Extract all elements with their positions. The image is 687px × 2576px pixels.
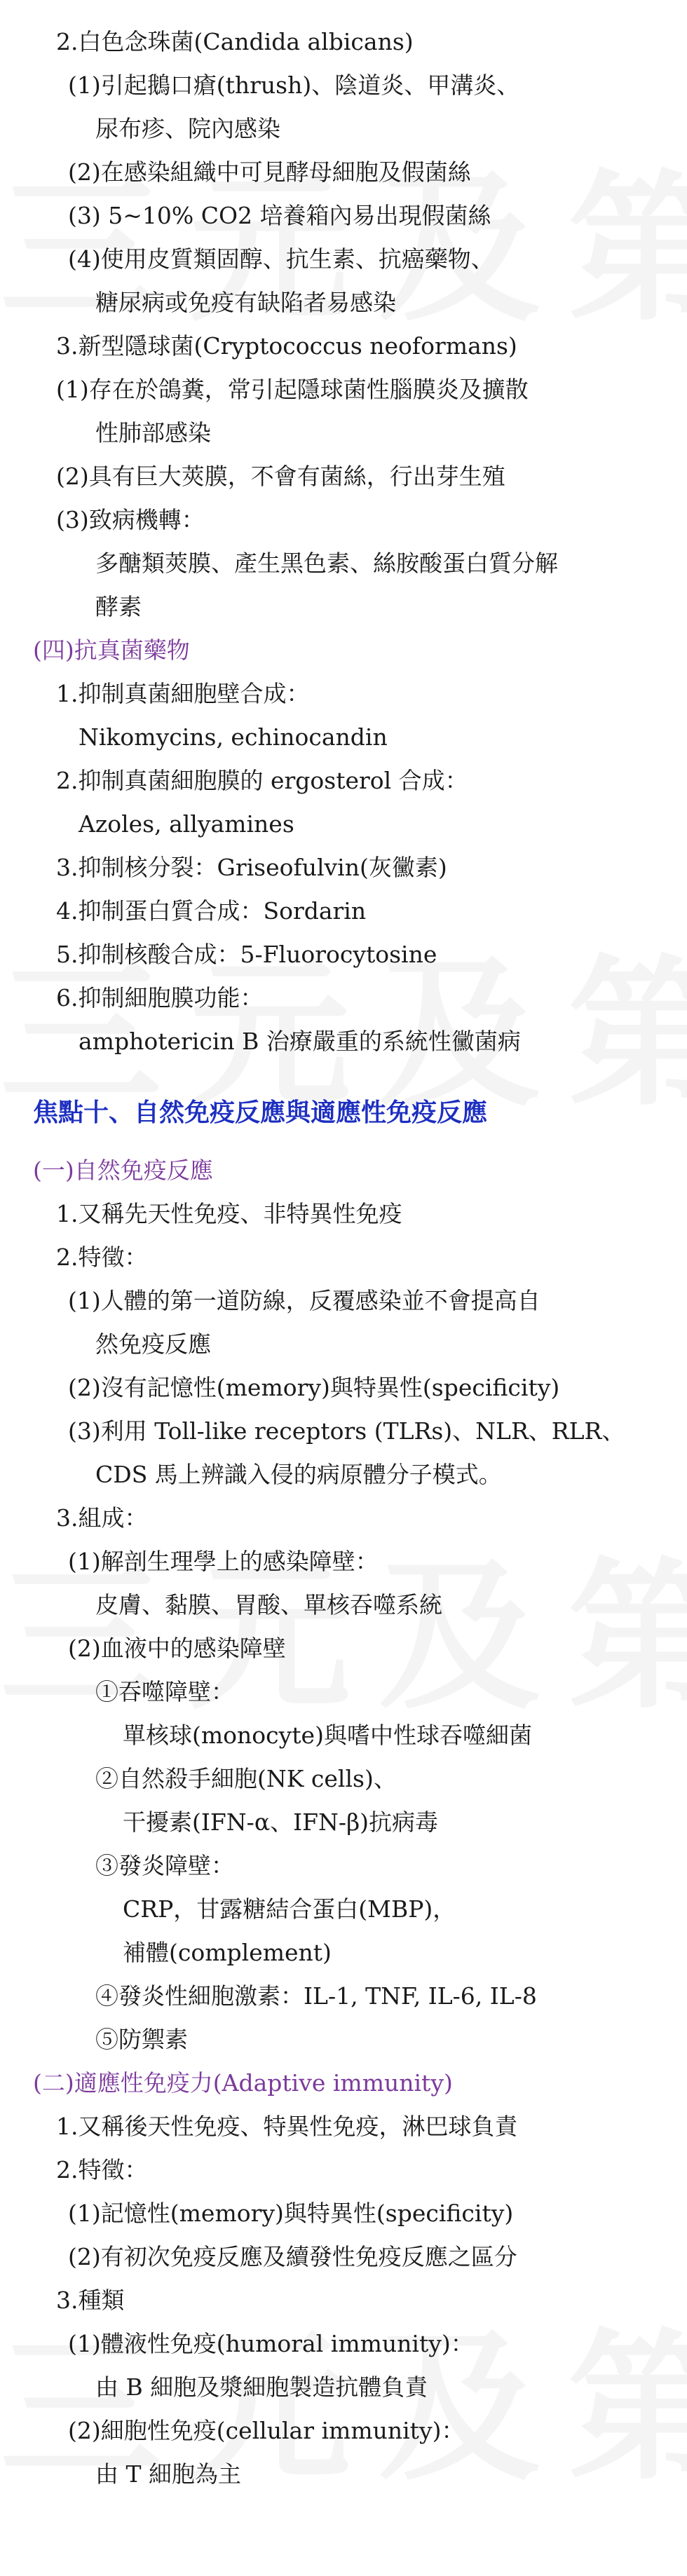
text-line: 皮膚、黏膜、胃酸、單核吞噬系統 bbox=[95, 1591, 442, 1618]
section-heading-antifungal: (四)抗真菌藥物 bbox=[33, 636, 190, 664]
section-heading-innate: (一)自然免疫反應 bbox=[33, 1157, 213, 1184]
text-line: 單核球(monocyte)與嗜中性球吞噬細菌 bbox=[123, 1722, 532, 1749]
text-line: (2)在感染組織中可見酵母細胞及假菌絲 bbox=[68, 158, 471, 186]
text-line: (3)致病機轉： bbox=[56, 506, 205, 533]
text-line: (1)存在於鴿糞，常引起隱球菌性腦膜炎及擴散 bbox=[56, 376, 529, 403]
text-line: amphotericin B 治療嚴重的系統性黴菌病 bbox=[79, 1028, 521, 1055]
text-line: (2)細胞性免疫(cellular immunity)： bbox=[68, 2417, 465, 2444]
focus-heading: 焦點十、自然免疫反應與適應性免疫反應 bbox=[33, 1098, 488, 1127]
text-line: 尿布疹、院內感染 bbox=[95, 115, 280, 142]
text-line: 6.抑制細胞膜功能： bbox=[56, 984, 264, 1011]
text-line: Nikomycins, echinocandin bbox=[79, 723, 388, 751]
text-line: (2)血液中的感染障壁 bbox=[68, 1635, 286, 1662]
text-line: 干擾素(IFN-α、IFN-β)抗病毒 bbox=[123, 1808, 439, 1836]
text-line: Azoles, allyamines bbox=[79, 810, 294, 838]
text-line: (4)使用皮質類固醇、抗生素、抗癌藥物、 bbox=[68, 245, 494, 273]
text-line: 1.又稱先天性免疫、非特異性免疫 bbox=[56, 1200, 402, 1227]
text-line: (2)有初次免疫反應及續發性免疫反應之區分 bbox=[68, 2243, 517, 2270]
text-line: (1)體液性免疫(humoral immunity)： bbox=[68, 2330, 474, 2357]
text-line: (3)利用 Toll-like receptors (TLRs)、NLR、RLR、 bbox=[68, 1417, 625, 1445]
text-line: ④發炎性細胞激素：IL-1, TNF, IL-6, IL-8 bbox=[95, 1982, 537, 2010]
section-heading-adaptive: (二)適應性免疫力(Adaptive immunity) bbox=[33, 2069, 453, 2097]
heading-candida: 2.白色念珠菌(Candida albicans) bbox=[56, 28, 414, 55]
text-line: 3.抑制核分裂：Griseofulvin(灰黴素) bbox=[56, 854, 447, 881]
heading-cryptococcus: 3.新型隱球菌(Cryptococcus neoformans) bbox=[56, 332, 517, 360]
text-line: 1.又稱後天性免疫、特異性免疫，淋巴球負責 bbox=[56, 2113, 518, 2140]
text-line: ②自然殺手細胞(NK cells)、 bbox=[95, 1765, 397, 1792]
text-line: 1.抑制真菌細胞壁合成： bbox=[56, 680, 310, 707]
text-line: 3.組成： bbox=[56, 1504, 148, 1532]
text-line: 2.特徵： bbox=[56, 2156, 148, 2183]
text-line: (2)具有巨大莢膜，不會有菌絲，行出芽生殖 bbox=[56, 463, 505, 490]
text-line: 2.特徵： bbox=[56, 1243, 148, 1271]
text-line: ①吞噬障壁： bbox=[95, 1678, 234, 1705]
text-line: (1)引起鵝口瘡(thrush)、陰道炎、甲溝炎、 bbox=[68, 71, 520, 99]
text-line: 2.抑制真菌細胞膜的 ergosterol 合成： bbox=[56, 767, 468, 794]
text-line: CDS 馬上辨識入侵的病原體分子模式。 bbox=[95, 1461, 502, 1488]
text-line: ⑤防禦素 bbox=[95, 2026, 188, 2053]
text-line: 5.抑制核酸合成：5-Fluorocytosine bbox=[56, 941, 437, 968]
text-line: 補體(complement) bbox=[123, 1939, 332, 1966]
text-line: 由 B 細胞及漿細胞製造抗體負責 bbox=[95, 2373, 428, 2401]
text-line: 由 T 細胞為主 bbox=[95, 2460, 241, 2488]
text-line: 性肺部感染 bbox=[95, 419, 211, 447]
text-line: 3.種類 bbox=[56, 2287, 125, 2314]
text-line: 然免疫反應 bbox=[95, 1330, 211, 1358]
text-line: (1)人體的第一道防線，反覆感染並不會提高自 bbox=[68, 1287, 540, 1314]
text-line: ③發炎障壁： bbox=[95, 1852, 234, 1879]
text-line: (3) 5~10% CO2 培養箱內易出現假菌絲 bbox=[68, 202, 491, 229]
text-line: (2)沒有記憶性(memory)與特異性(specificity) bbox=[68, 1374, 560, 1401]
text-line: 多醣類莢膜、產生黑色素、絲胺酸蛋白質分解 bbox=[95, 550, 558, 577]
text-line: 酵素 bbox=[95, 593, 142, 620]
text-line: CRP，甘露糖結合蛋白(MBP)， bbox=[123, 1895, 456, 1923]
text-line: 4.抑制蛋白質合成：Sordarin bbox=[56, 897, 367, 925]
text-line: (1)解剖生理學上的感染障壁： bbox=[68, 1548, 379, 1575]
text-line: (1)記憶性(memory)與特異性(specificity) bbox=[68, 2200, 514, 2227]
text-line: 糖尿病或免疫有缺陷者易感染 bbox=[95, 289, 396, 316]
